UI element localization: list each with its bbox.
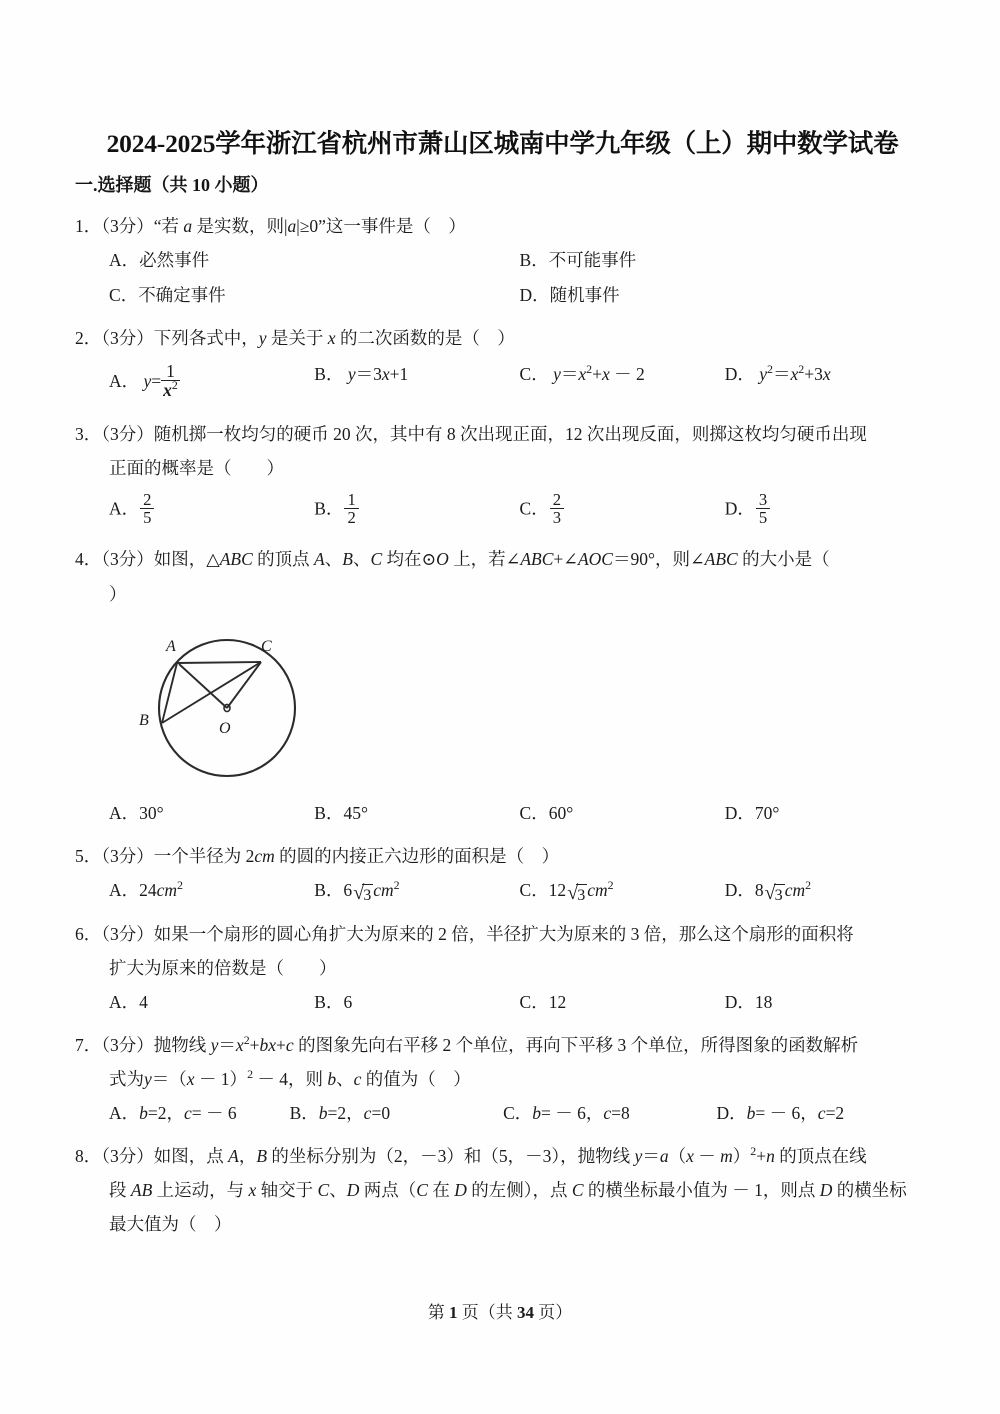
option-a[interactable]: A．30°: [109, 802, 164, 823]
page-content: [75, 128, 930, 1249]
option-d-label: D: [724, 879, 738, 900]
option-d-text: 70°: [754, 802, 780, 823]
option-a-text: 30°: [139, 802, 164, 823]
option-b-label: B: [519, 250, 532, 271]
question-3-options: [75, 486, 930, 535]
option-d[interactable]: D．18: [724, 991, 773, 1012]
section-heading: 一.选择题（共 10 小题）: [75, 174, 269, 195]
option-d[interactable]: D．8 √ 3 $cm^2$: [725, 879, 930, 903]
option-d[interactable]: D．70°: [724, 802, 780, 823]
option-b[interactable]: B．6 √ 3 $cm^2$: [314, 879, 519, 903]
option-c[interactable]: C．12 √ 3 $cm^2$: [520, 879, 725, 903]
question-3-number: 3: [75, 424, 84, 445]
option-a-label: A: [109, 250, 122, 271]
option-b-text: 45°: [343, 802, 368, 823]
question-8-stem-line1: 8．（3分）如图，点 A，B 的坐标分别为（2，－3）和（5，－3），抛物线 $y=a(x - m)^2+n$ 的顶点在线: [75, 1144, 867, 1167]
page-footer: [0, 1298, 1000, 1323]
question-1-stem: 1．（3分）“若 a 是实数，则|a|≥0”这一事件是（ ）: [75, 216, 466, 237]
option-a[interactable]: A．$24cm^2$: [109, 877, 183, 900]
option-b[interactable]: B． y＝3x+1: [314, 363, 409, 384]
option-c[interactable]: C．b= － 6，c=8: [503, 1103, 630, 1124]
question-6-points: （3分）: [101, 923, 154, 944]
footer-suffix: 页）: [538, 1303, 573, 1322]
option-c-label: C: [519, 879, 532, 900]
option-a-label: A: [109, 1103, 122, 1124]
footer-total-pages: 34: [517, 1303, 534, 1322]
question-8-stem-line3: 最大值为（ ）: [109, 1214, 232, 1235]
option-d-label: D: [724, 497, 738, 518]
question-7-number: 7: [75, 1034, 84, 1055]
option-b[interactable]: B．6: [314, 991, 353, 1012]
option-a-label: A: [109, 879, 122, 900]
question-1-options: [75, 243, 930, 278]
question-1: [75, 209, 930, 313]
option-a[interactable]: A． y= $\frac{1}{x^2}$: [109, 360, 178, 400]
question-6-options: [75, 985, 930, 1020]
question-7-points: （3分）: [101, 1034, 154, 1055]
question-8-points: （3分）: [101, 1146, 154, 1167]
sqrt-icon: √ 3: [566, 884, 587, 907]
question-4-stem-line1: 4．（3分）如图，△ABC 的顶点 A、B、C 均在⊙O 上，若∠ABC+∠AOC＝90°，则∠ABC 的大小是（: [75, 549, 830, 570]
figure-label-a: A: [166, 637, 176, 655]
footer-middle: 页（共: [461, 1303, 513, 1322]
question-4-figure: [75, 615, 930, 790]
option-b-text: 不可能事件: [548, 250, 637, 271]
question-3: [75, 417, 930, 534]
question-1-points: （3分）: [101, 216, 154, 237]
figure-label-b: B: [139, 711, 149, 729]
option-c-text: 60°: [548, 802, 574, 823]
question-4-number: 4: [75, 549, 84, 570]
option-d-label: D: [724, 991, 738, 1012]
option-a-label: A: [109, 370, 122, 391]
question-6-text1: 如果一个扇形的圆心角扩大为原来的 2 倍，半径扩大为原来的 3 倍，那么这个扇形的面积将: [153, 923, 854, 944]
option-d-text: 随机事件: [549, 285, 620, 306]
option-d[interactable]: D．b= － 6，c=2: [716, 1103, 845, 1124]
option-d[interactable]: D． $\frac{3}{5}$: [725, 492, 930, 529]
option-d[interactable]: D． $y^2=x^2+3x$: [724, 361, 831, 384]
sqrt-icon: √ 3: [352, 884, 373, 907]
option-d-label: D: [724, 363, 738, 384]
question-3-stem-line2: 正面的概率是（ ）: [109, 458, 284, 479]
option-a[interactable]: A． $\frac{2}{5}$: [109, 492, 314, 529]
option-b-label: B: [289, 1103, 302, 1124]
option-c-text: 12: [548, 991, 567, 1012]
option-a[interactable]: A．b=2，c= － 6: [109, 1103, 237, 1124]
question-1-options-2: [75, 278, 930, 313]
fraction: $\frac{2}{3}$: [550, 491, 564, 528]
option-c-label: C: [519, 802, 532, 823]
fraction: $\frac{1}{2}$: [344, 491, 358, 528]
question-2-options: [75, 356, 930, 410]
option-a-text: 必然事件: [139, 250, 210, 271]
question-1-number: 1: [75, 216, 84, 237]
question-6-stem-line2: 扩大为原来的倍数是（ ）: [109, 957, 337, 978]
footer-page-number: 1: [449, 1303, 458, 1322]
option-b[interactable]: B．45°: [314, 802, 368, 823]
question-6-number: 6: [75, 923, 84, 944]
option-b[interactable]: B．b=2，c=0: [289, 1103, 391, 1124]
option-c[interactable]: C． $\frac{2}{3}$: [520, 492, 725, 529]
option-d-label: D: [519, 285, 533, 306]
question-8-stem-line2: 段 AB 上运动，与 x 轴交于 C、D 两点（C 在 D 的左侧），点 C 的横坐标最小值为 － 1，则点 D 的横坐标: [109, 1180, 907, 1201]
option-b-label: B: [314, 991, 326, 1012]
question-3-points: （3分）: [101, 424, 154, 445]
option-b-label: B: [314, 879, 326, 900]
option-c-label: C: [503, 1103, 515, 1124]
option-a-text: 4: [139, 991, 148, 1012]
question-5-stem: 5．（3分）一个半径为 2cm 的圆的内接正六边形的面积是（ ）: [75, 845, 560, 866]
footer-prefix: 第: [427, 1303, 445, 1322]
question-8: [75, 1139, 930, 1241]
question-3-stem-line1: 3．（3分）随机掷一枚均匀的硬币 20 次，其中有 8 次出现正面，12 次出现反面，则掷这枚均匀硬币出现: [75, 424, 867, 445]
option-c[interactable]: C． $y=x^2+x - 2$: [519, 361, 645, 384]
option-d[interactable]: D．随机事件: [519, 285, 620, 306]
question-2: [75, 321, 930, 409]
question-7: [75, 1028, 930, 1131]
question-4: [75, 542, 930, 830]
question-7-options: [75, 1096, 930, 1131]
option-b[interactable]: B．不可能事件: [519, 250, 637, 271]
option-b-label: B: [314, 363, 326, 384]
sqrt-icon: √ 3: [764, 884, 785, 907]
option-c[interactable]: C．不确定事件: [109, 285, 226, 306]
option-d-label: D: [716, 1103, 730, 1124]
fraction-one-over-x-squared: $\frac{1}{x^2}$: [163, 360, 178, 400]
option-b-text: 6: [343, 991, 353, 1012]
question-6-stem-line1: 6．（3分）如果一个扇形的圆心角扩大为原来的 2 倍，半径扩大为原来的 3 倍，那么这个扇形的面积将: [75, 923, 854, 944]
question-8-number: 8: [75, 1146, 84, 1167]
option-d-label: D: [724, 802, 738, 823]
question-5-points: （3分）: [101, 845, 154, 866]
figure-label-c: C: [261, 637, 272, 655]
option-c-text: 不确定事件: [138, 285, 226, 306]
question-3-text1: 随机掷一枚均匀的硬币 20 次，其中有 8 次出现正面，12 次出现反面，则掷这枚均匀硬币出现: [153, 424, 867, 445]
option-c-label: C: [519, 363, 532, 384]
page-title: 2024-2025学年浙江省杭州市萧山区城南中学九年级（上）期中数学试卷: [106, 129, 899, 158]
option-b-label: B: [314, 497, 326, 518]
option-a-label: A: [109, 991, 122, 1012]
option-a-label: A: [109, 802, 122, 823]
question-7-stem-line2: 式为$y=(x - 1)^2 - 4$，则 b、c 的值为（ ）: [109, 1067, 471, 1089]
question-4-points: （3分）: [101, 549, 154, 570]
option-a-label: A: [109, 497, 122, 518]
question-5-options: [75, 873, 930, 907]
option-b[interactable]: B． $\frac{1}{2}$: [314, 492, 519, 529]
option-b-label: B: [314, 802, 326, 823]
question-2-points: （3分）: [101, 328, 154, 349]
option-c-label: C: [109, 285, 121, 306]
question-2-stem: 2．（3分）下列各式中，y 是关于 x 的二次函数的是（ ）: [75, 328, 515, 349]
fraction: $\frac{2}{5}$: [140, 491, 154, 528]
option-a[interactable]: A．必然事件: [109, 250, 210, 271]
option-c[interactable]: C．60°: [519, 802, 574, 823]
question-7-stem-line1: 7．（3分）抛物线 $y=x^2+bx+c$ 的图象先向右平移 2 个单位，再向下平移 3 个单位，所得图象的函数解析: [75, 1032, 859, 1055]
option-c[interactable]: C．12: [519, 991, 567, 1012]
question-4-options: [75, 796, 930, 831]
option-c-label: C: [519, 497, 532, 518]
option-d-text: 18: [754, 991, 773, 1012]
question-2-number: 2: [75, 328, 84, 349]
question-5: [75, 839, 930, 907]
option-a[interactable]: A．4: [109, 991, 148, 1012]
question-5-number: 5: [75, 845, 84, 866]
question-6: [75, 917, 930, 1020]
option-c-label: C: [519, 991, 532, 1012]
question-4-stem-line2: ）: [109, 583, 127, 604]
circle-with-inscribed-triangle-icon: [109, 615, 339, 785]
figure-label-o: O: [219, 719, 231, 737]
fraction: $\frac{3}{5}$: [756, 491, 770, 528]
